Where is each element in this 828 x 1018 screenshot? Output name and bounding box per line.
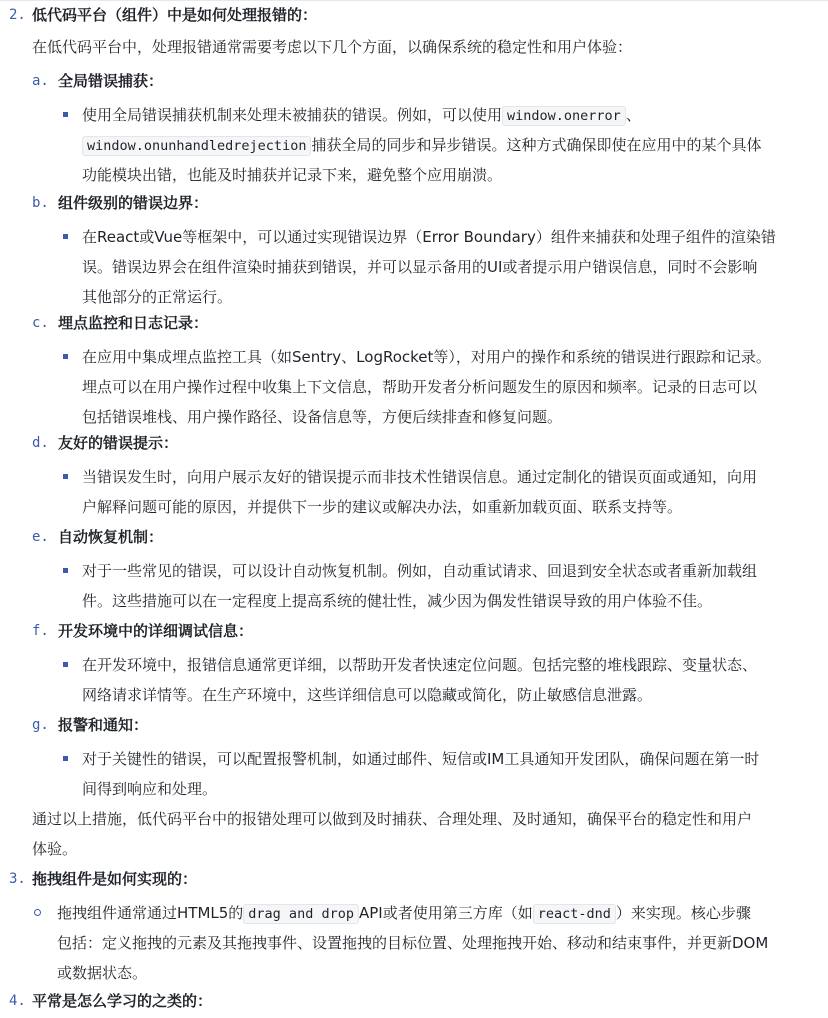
bullet-square-icon [63, 234, 68, 239]
bullet-square-icon [63, 568, 68, 573]
bullet-text: 对于关键性的错误，可以配置报警机制，如通过邮件、短信或IM工具通知开发团队，确保问题在第一时 间得到响应和处理。 [82, 750, 760, 798]
item-number: 2. [9, 7, 26, 23]
sub-label: f. [32, 623, 49, 639]
sub-label: b. [32, 195, 49, 211]
bullet-text [82, 100, 827, 190]
item-intro: 在低代码平台中，处理报错通常需要考虑以下几个方面，以确保系统的稳定性和用户体验： [32, 38, 633, 56]
bullet-text: 拖拽组件通常通过HTML5的 drag and drop API或者使用第三方库（如 react-dnd ）来实现。核心步骤 包括：定义拖拽的元素及其拖拽事件、设置拖拽的目标位置、处理拖拽开始、移动和结束事件，并更新DOM 或数据状态。 [57, 898, 825, 988]
text-line: window.onunhandledrejection 捕获全局的同步和异步错误。这种方式确保即使在应用中的某个具体 [82, 130, 827, 160]
sub-title: 报警和通知： [58, 716, 149, 734]
bullet-text: 对于一些常见的错误，可以设计自动恢复机制。例如，自动重试请求、回退到安全状态或者重新加载组 件。这些措施可以在一定程度上提高系统的健壮性，减少因为偶发性错误导致的用户体验不佳。 [82, 562, 758, 610]
bullet-text: 在应用中集成埋点监控工具（如Sentry、LogRocket等），对用户的操作和系统的错误进行跟踪和记录。 埋点可以在用户操作过程中收集上下文信息，帮助开发者分析问题发生的原因和频率。记录的日志可以 包括错误堆栈、用户操作路径、设备信息等，方便后续排查和修复问题。 [82, 348, 771, 426]
sub-label: c. [32, 315, 49, 331]
sub-title: 友好的错误提示： [58, 434, 179, 452]
bullet-text: 当错误发生时，向用户展示友好的错误提示而非技术性错误信息。通过定制化的错误页面或通知，向用 户解释问题可能的原因，并提供下一步的建议或解决办法，如重新加载页面、联系支持等。 [82, 468, 758, 516]
item-summary: 通过以上措施，低代码平台中的报错处理可以做到及时捕获、合理处理、及时通知，确保平台的稳定性和用户 体验。 [32, 810, 753, 858]
text-line: 使用全局错误捕获机制来处理未被捕获的错误。例如，可以使用 window.onerror 、 [82, 106, 641, 124]
inline-code: react-dnd [533, 904, 616, 924]
bullet-square-icon [63, 354, 68, 359]
sub-title: 组件级别的错误边界： [58, 194, 209, 212]
inline-code: window.onunhandledrejection [82, 136, 311, 156]
sub-label: g. [32, 717, 49, 733]
sub-label: e. [32, 529, 49, 545]
sub-title: 埋点监控和日志记录： [58, 314, 209, 332]
item-number: 3. [9, 871, 26, 887]
inline-code: drag and drop [243, 904, 359, 924]
text-line: 拖拽组件通常通过HTML5的 drag and drop API或者使用第三方库（如 react-dnd ）来实现。核心步骤 [57, 904, 751, 922]
bullet-square-icon [63, 662, 68, 667]
sub-label: a. [32, 73, 49, 89]
sub-title: 全局错误捕获： [58, 72, 164, 90]
bullet-circle-icon [34, 909, 41, 916]
bullet-text: 在开发环境中，报错信息通常更详细，以帮助开发者快速定位问题。包括完整的堆栈跟踪、变量状态、 网络请求详情等。在生产环境中，这些详细信息可以隐藏或简化，防止敏感信息泄露。 [82, 656, 758, 704]
sub-label: d. [32, 435, 49, 451]
item-title: 平常是怎么学习的之类的： [32, 992, 213, 1010]
inline-code: window.onerror [502, 106, 626, 126]
sub-title: 开发环境中的详细调试信息： [58, 622, 254, 640]
top-divider [0, 0, 828, 1]
bullet-square-icon [63, 112, 68, 117]
text-line: 功能模块出错，也能及时捕获并记录下来，避免整个应用崩溃。 [82, 166, 503, 184]
bullet-text: 在React或Vue等框架中，可以通过实现错误边界（Error Boundary）组件来捕获和处理子组件的渲染错 误。错误边界会在组件渲染时捕获到错误，并可以显示备用的UI或者提示用户错误信息，同时不会影响 其他部分的正常运行。 [82, 228, 776, 306]
item-title: 低代码平台（组件）中是如何处理报错的： [32, 6, 318, 24]
item-title: 拖拽组件是如何实现的： [32, 870, 198, 888]
sub-title: 自动恢复机制： [58, 528, 164, 546]
bullet-square-icon [63, 756, 68, 761]
bullet-square-icon [63, 474, 68, 479]
item-number: 4. [9, 993, 26, 1009]
